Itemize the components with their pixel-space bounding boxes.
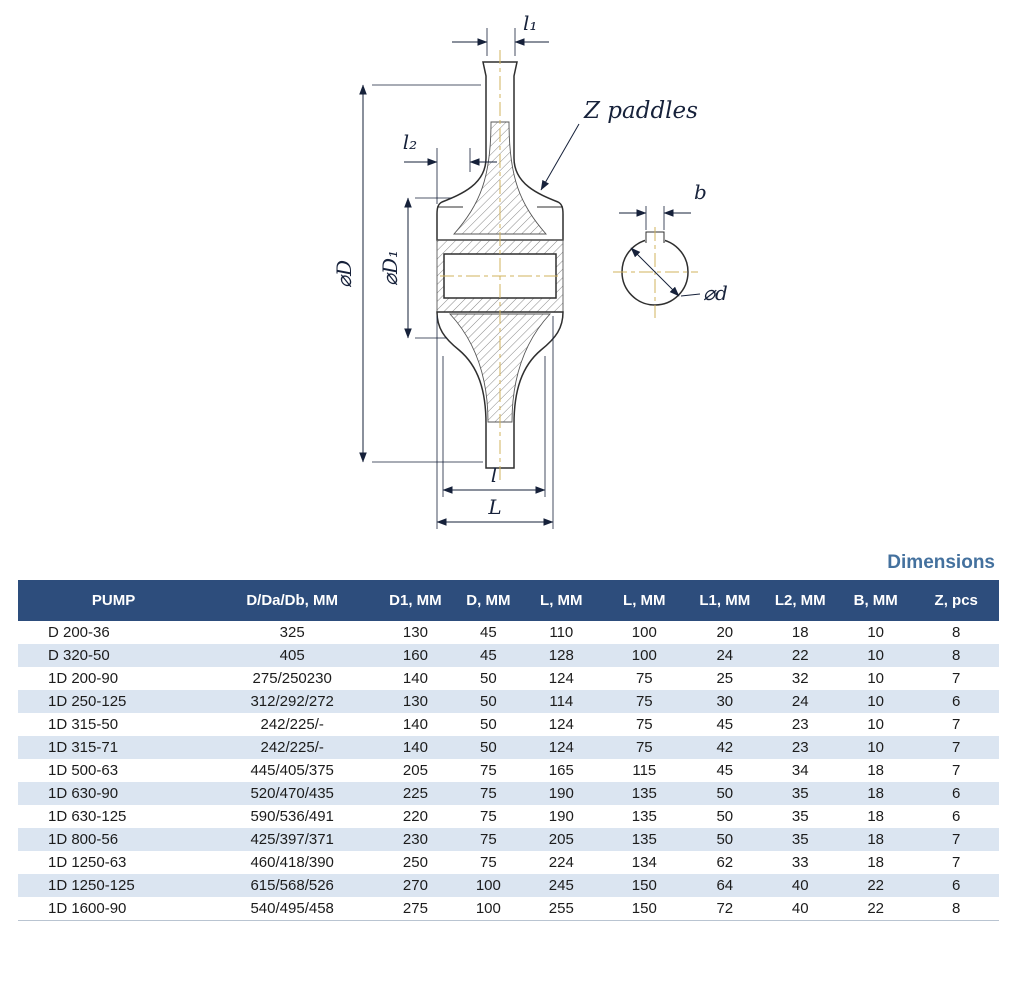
value-cell: 135	[631, 785, 657, 802]
value-cell: 124	[548, 716, 574, 733]
value-cell: 32	[791, 670, 809, 687]
pump-name-cell: 1D 315-50	[48, 716, 119, 733]
value-cell: 18	[791, 624, 809, 641]
value-cell: 242/225/-	[260, 739, 324, 756]
value-cell: 225	[402, 785, 428, 802]
dim-label-l: l	[490, 463, 498, 487]
value-cell: 42	[716, 739, 734, 756]
value-cell: 100	[475, 900, 501, 917]
value-cell: 75	[480, 854, 497, 871]
value-cell: 10	[867, 739, 885, 756]
pump-name-cell: 1D 200-90	[48, 670, 119, 687]
value-cell: 22	[867, 900, 885, 917]
value-cell: 23	[791, 739, 809, 756]
dim-label-l2: l₂	[402, 130, 418, 154]
value-cell: 150	[631, 877, 657, 894]
value-cell: 140	[402, 670, 428, 687]
table-row	[18, 782, 999, 805]
value-cell: 135	[631, 831, 657, 848]
table-row	[18, 644, 999, 667]
value-cell: 135	[631, 808, 657, 825]
value-cell: 24	[791, 693, 809, 710]
value-cell: 140	[402, 739, 428, 756]
value-cell: 130	[402, 624, 428, 641]
value-cell: 312/292/272	[250, 693, 334, 710]
column-header: B, MM	[838, 580, 913, 621]
value-cell: 140	[402, 716, 428, 733]
value-cell: 45	[716, 716, 734, 733]
value-cell: 250	[402, 854, 428, 871]
pump-name-cell: 1D 630-125	[48, 808, 127, 825]
value-cell: 18	[867, 762, 885, 779]
pump-name-cell: 1D 315-71	[48, 739, 119, 756]
value-cell: 124	[548, 670, 574, 687]
value-cell: 62	[716, 854, 734, 871]
value-cell: 6	[952, 877, 961, 894]
value-cell: 35	[791, 808, 809, 825]
value-cell: 275	[402, 900, 428, 917]
value-cell: 10	[867, 693, 885, 710]
value-cell: 160	[402, 647, 428, 664]
value-cell: 72	[716, 900, 734, 917]
table-row	[18, 805, 999, 828]
table-row	[18, 759, 999, 782]
dimensions-heading: Dimensions	[887, 552, 995, 573]
value-cell: 7	[952, 762, 961, 779]
value-cell: 35	[791, 785, 809, 802]
value-cell: 50	[716, 808, 734, 825]
value-cell: 40	[791, 900, 809, 917]
value-cell: 242/225/-	[260, 716, 324, 733]
table-row	[18, 897, 999, 921]
value-cell: 275/250230	[252, 670, 332, 687]
value-cell: 7	[952, 854, 961, 871]
value-cell: 7	[952, 739, 961, 756]
value-cell: 255	[548, 900, 574, 917]
value-cell: 205	[548, 831, 574, 848]
value-cell: 460/418/390	[250, 854, 334, 871]
value-cell: 6	[952, 808, 961, 825]
dim-label-b: b	[694, 180, 707, 204]
value-cell: 425/397/371	[250, 831, 334, 848]
value-cell: 8	[952, 624, 961, 641]
pump-name-cell: 1D 1250-63	[48, 854, 127, 871]
value-cell: 130	[402, 693, 428, 710]
column-header: L, MM	[521, 580, 601, 621]
value-cell: 50	[480, 693, 497, 710]
value-cell: 540/495/458	[250, 900, 334, 917]
pump-name-cell: 1D 1600-90	[48, 900, 127, 917]
value-cell: 6	[952, 785, 961, 802]
dim-label-L: L	[488, 495, 502, 519]
value-cell: 128	[548, 647, 574, 664]
value-cell: 10	[867, 670, 885, 687]
value-cell: 75	[635, 693, 653, 710]
dim-label-phi-D: ⌀D	[332, 259, 356, 289]
value-cell: 150	[631, 900, 657, 917]
value-cell: 7	[952, 670, 961, 687]
pump-name-cell: 1D 500-63	[48, 762, 119, 779]
value-cell: 50	[480, 716, 497, 733]
value-cell: 615/568/526	[250, 877, 334, 894]
table-header	[18, 580, 999, 621]
dim-label-phi-d: ⌀d	[703, 281, 728, 305]
table-row	[18, 621, 999, 644]
value-cell: 124	[548, 739, 574, 756]
value-cell: 18	[867, 854, 885, 871]
value-cell: 190	[548, 808, 574, 825]
value-cell: 50	[716, 831, 734, 848]
value-cell: 100	[631, 647, 657, 664]
value-cell: 8	[952, 647, 961, 664]
value-cell: 34	[791, 762, 809, 779]
value-cell: 100	[631, 624, 657, 641]
value-cell: 114	[549, 693, 574, 710]
column-header: L1, MM	[687, 580, 762, 621]
dim-label-phi-D1: ⌀D₁	[378, 249, 402, 287]
value-cell: 6	[952, 693, 961, 710]
dim-label-z-paddles: Z paddles	[584, 98, 698, 124]
value-cell: 75	[635, 716, 653, 733]
dimensions-table	[18, 580, 999, 921]
value-cell: 8	[952, 900, 961, 917]
value-cell: 22	[867, 877, 885, 894]
table-row	[18, 874, 999, 897]
value-cell: 190	[548, 785, 574, 802]
pump-name-cell: 1D 250-125	[48, 693, 127, 710]
value-cell: 205	[402, 762, 428, 779]
column-header: PUMP	[18, 580, 209, 621]
value-cell: 10	[867, 716, 885, 733]
value-cell: 220	[402, 808, 428, 825]
table-row	[18, 667, 999, 690]
value-cell: 590/536/491	[250, 808, 334, 825]
value-cell: 25	[716, 670, 734, 687]
value-cell: 75	[635, 739, 653, 756]
value-cell: 115	[632, 762, 657, 779]
value-cell: 35	[791, 831, 809, 848]
value-cell: 10	[867, 624, 885, 641]
column-header: D1, MM	[375, 580, 455, 621]
table-row	[18, 736, 999, 759]
value-cell: 7	[952, 831, 961, 848]
value-cell: 40	[791, 877, 809, 894]
value-cell: 45	[480, 624, 497, 641]
value-cell: 224	[548, 854, 574, 871]
value-cell: 520/470/435	[250, 785, 334, 802]
column-header: D, MM	[456, 580, 521, 621]
value-cell: 75	[480, 831, 497, 848]
value-cell: 10	[867, 647, 885, 664]
value-cell: 445/405/375	[250, 762, 334, 779]
table-header-row	[18, 580, 999, 621]
value-cell: 24	[716, 647, 734, 664]
value-cell: 50	[480, 670, 497, 687]
value-cell: 64	[716, 877, 734, 894]
value-cell: 165	[548, 762, 574, 779]
value-cell: 33	[791, 854, 809, 871]
value-cell: 270	[402, 877, 428, 894]
pump-name-cell: 1D 1250-125	[48, 877, 135, 894]
value-cell: 245	[548, 877, 574, 894]
value-cell: 7	[952, 716, 961, 733]
value-cell: 23	[791, 716, 809, 733]
dim-label-l1: l₁	[523, 11, 538, 35]
pump-name-cell: 1D 800-56	[48, 831, 119, 848]
column-header: L2, MM	[763, 580, 838, 621]
table-row	[18, 851, 999, 874]
value-cell: 405	[279, 647, 305, 664]
value-cell: 18	[867, 785, 885, 802]
value-cell: 75	[635, 670, 653, 687]
value-cell: 45	[480, 647, 497, 664]
value-cell: 134	[631, 854, 657, 871]
value-cell: 30	[716, 693, 734, 710]
value-cell: 22	[791, 647, 809, 664]
column-header: D/Da/Db, MM	[209, 580, 375, 621]
value-cell: 75	[480, 808, 497, 825]
pump-name-cell: 1D 630-90	[48, 785, 119, 802]
value-cell: 18	[867, 831, 885, 848]
pump-name-cell: D 320-50	[48, 647, 110, 664]
table-row	[18, 713, 999, 736]
table-row	[18, 690, 999, 713]
value-cell: 325	[279, 624, 305, 641]
column-header: Z, pcs	[913, 580, 999, 621]
value-cell: 230	[402, 831, 428, 848]
table-row	[18, 828, 999, 851]
value-cell: 50	[716, 785, 734, 802]
value-cell: 100	[475, 877, 501, 894]
column-header: L, MM	[602, 580, 688, 621]
value-cell: 110	[549, 624, 574, 641]
pump-name-cell: D 200-36	[48, 624, 110, 641]
value-cell: 20	[716, 624, 734, 641]
table-body	[18, 621, 999, 921]
value-cell: 45	[716, 762, 734, 779]
value-cell: 18	[867, 808, 885, 825]
value-cell: 75	[480, 762, 497, 779]
value-cell: 50	[480, 739, 497, 756]
value-cell: 75	[480, 785, 497, 802]
